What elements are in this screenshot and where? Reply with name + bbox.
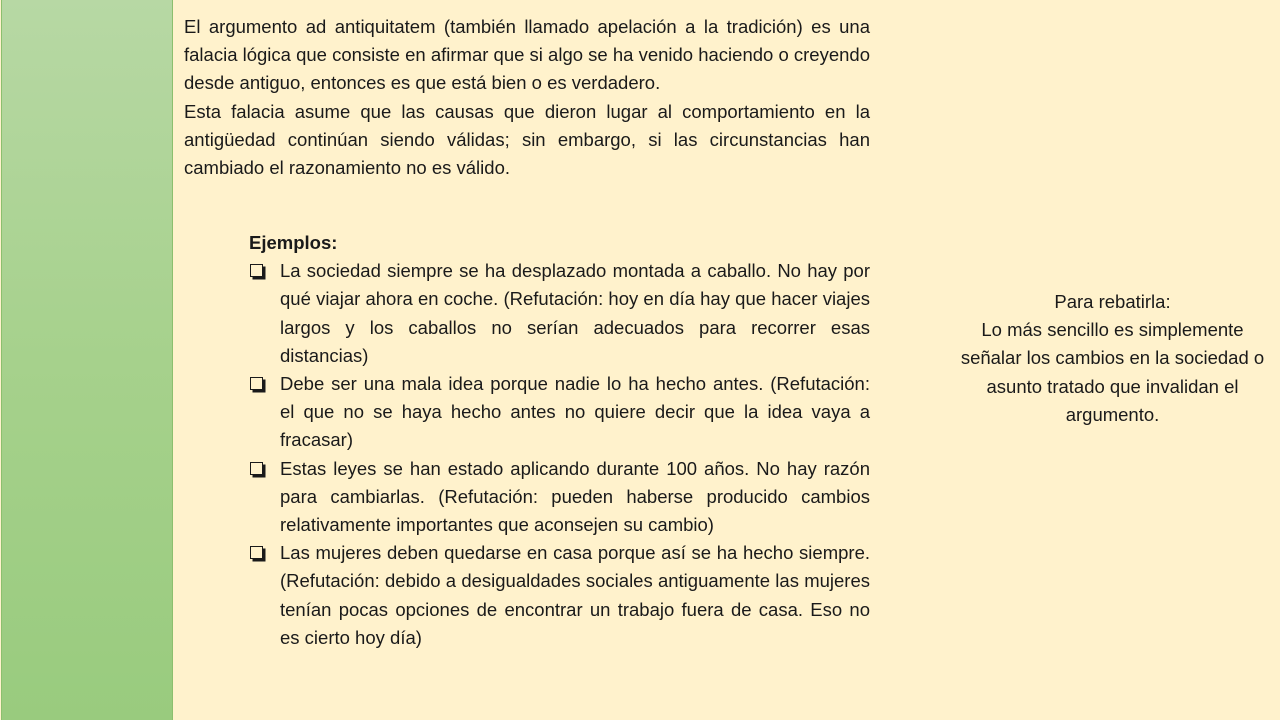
checkbox-square-bullet-icon <box>250 546 263 559</box>
example-text: La sociedad siempre se ha desplazado montada a caballo. No hay por qué viajar ahora en coche. (Refutación: hoy en día hay que hacer viajes largos y los caballos no serían adecuados para recorrer esas distancias) <box>280 260 870 366</box>
green-sidebar-bar <box>1 0 173 720</box>
rebuttal-text: Lo más sencillo es simplemente señalar los cambios en la sociedad o asunto tratado que invalidan el argumento. <box>960 319 1265 425</box>
checkbox-square-bullet-icon <box>250 377 263 390</box>
examples-section <box>249 229 870 652</box>
example-text: Estas leyes se han estado aplicando durante 100 años. No hay razón para cambiarlas. (Refutación: pueden haberse producido cambios relativamente importantes que aconsejen su cambio) <box>280 457 870 536</box>
example-text: Las mujeres deben quedarse en casa porque así se ha hecho siempre. (Refutación: debido a desigualdades sociales antiguamente las mujeres tenían pocas opciones de encontrar un trabajo fuera de casa. Eso no es cierto hoy día) <box>280 542 870 648</box>
example-text: Debe ser una mala idea porque nadie lo ha hecho antes. (Refutación: el que no se haya hecho antes no quiere decir que la idea vaya a fracasar) <box>280 373 870 451</box>
list-item <box>249 455 870 540</box>
list-item <box>249 257 870 370</box>
list-item <box>249 539 870 652</box>
examples-list <box>249 257 870 652</box>
list-item <box>249 370 870 455</box>
intro-text-block <box>184 13 870 182</box>
checkbox-square-bullet-icon <box>250 462 263 475</box>
checkbox-square-bullet-icon <box>250 264 263 277</box>
rebuttal-block <box>955 288 1270 429</box>
examples-heading: Ejemplos: <box>249 232 338 253</box>
intro-paragraph-definition: El argumento ad antiquitatem (también llamado apelación a la tradición) es una falacia lógica que consiste en afirmar que si algo se ha venido haciendo o creyendo desde antiguo, entonces es que está bien o es verdadero. <box>184 16 870 94</box>
intro-paragraph-explanation: Esta falacia asume que las causas que dieron lugar al comportamiento en la antigüedad continúan siendo válidas; sin embargo, si las circunstancias han cambiado el razonamiento no es válido. <box>184 100 870 179</box>
rebuttal-heading: Para rebatirla: <box>1054 291 1171 312</box>
